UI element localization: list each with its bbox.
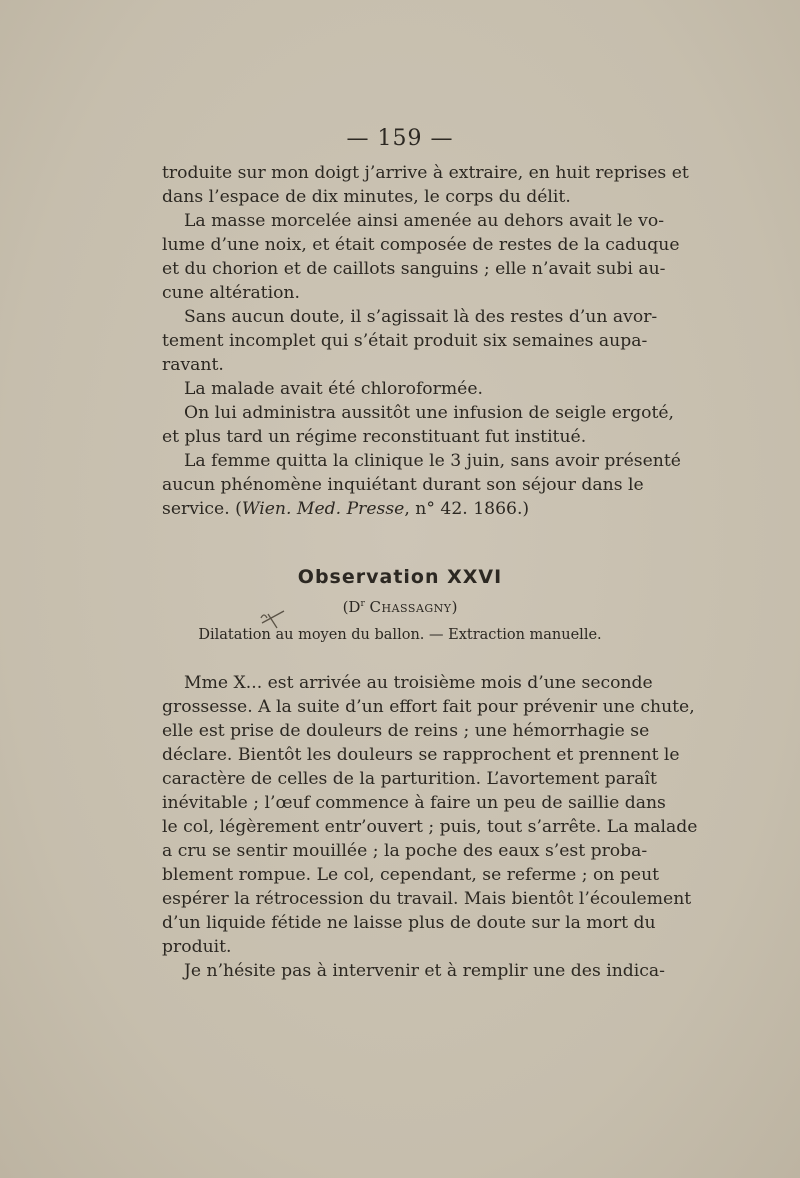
- text-line: On lui administra aussitôt une infusion de seigle ergoté,: [184, 403, 675, 423]
- page-number: — 159 —: [346, 126, 454, 151]
- text-line: blement rompue. Le col, cependant, se referme ; on peut: [162, 865, 660, 885]
- text-line: inévitable ; l’œuf commence à faire un peu de saillie dans: [162, 793, 666, 813]
- text-line: aucun phénomène inquiétant durant son séjour dans le: [162, 475, 644, 495]
- author-name: Chassagny: [369, 598, 452, 616]
- text-line: a cru se sentir mouillée ; la poche des eaux s’est proba-: [162, 841, 648, 861]
- text-line: La masse morcelée ainsi amenée au dehors avait le vo-: [184, 211, 665, 231]
- text-line: Sans aucun doute, il s’agissait là des restes d’un avor-: [184, 307, 658, 327]
- text-line: elle est prise de douleurs de reins ; une hémorrhagie se: [162, 721, 650, 741]
- text-line: déclare. Bientôt les douleurs se rapprochent et prennent le: [162, 745, 680, 765]
- text-line: d’un liquide fétide ne laisse plus de doute sur la mort du: [162, 913, 656, 933]
- text-line: caractère de celles de la parturition. L’avortement paraît: [162, 769, 657, 789]
- text-line: Mme X... est arrivée au troisième mois d’une seconde: [184, 673, 653, 693]
- text-line: tement incomplet qui s’était produit six semaines aupa-: [162, 331, 648, 351]
- author-open: (D: [342, 598, 361, 616]
- author-close: ): [451, 598, 458, 616]
- citation-line: [162, 497, 638, 521]
- author-line: [0, 598, 800, 616]
- journal-title: Wien. Med. Presse: [241, 499, 405, 519]
- text-line: et du chorion et de caillots sanguins ; elle n’avait subi au-: [162, 259, 666, 279]
- observation-heading: Observation XXVI: [297, 566, 503, 588]
- citation-prefix: service. (: [162, 499, 242, 519]
- text-line: La femme quitta la clinique le 3 juin, sans avoir présenté: [184, 451, 681, 471]
- author-title-sup: r: [360, 599, 365, 609]
- text-line: grossesse. A la suite d’un effort fait pour prévenir une chute,: [162, 697, 695, 717]
- text-line: dans l’espace de dix minutes, le corps du délit.: [162, 187, 571, 207]
- text-line: troduite sur mon doigt j’arrive à extraire, en huit reprises et: [162, 163, 689, 183]
- text-line: Je n’hésite pas à intervenir et à remplir une des indica-: [184, 961, 665, 981]
- text-line: produit.: [162, 937, 232, 957]
- text-line: espérer la rétrocession du travail. Mais bientôt l’écoulement: [162, 889, 692, 909]
- text-line: La malade avait été chloroformée.: [184, 379, 483, 399]
- text-line: cune altération.: [162, 283, 300, 303]
- text-line: lume d’une noix, et était composée de restes de la caduque: [162, 235, 680, 255]
- citation-suffix: , n° 42. 1866.): [404, 499, 530, 519]
- observation-subtitle: Dilatation au moyen du ballon. — Extraction manuelle.: [198, 627, 602, 643]
- text-line: ravant.: [162, 355, 224, 375]
- text-line: le col, légèrement entr’ouvert ; puis, tout s’arrête. La malade: [162, 817, 698, 837]
- text-line: et plus tard un régime reconstituant fut institué.: [162, 427, 587, 447]
